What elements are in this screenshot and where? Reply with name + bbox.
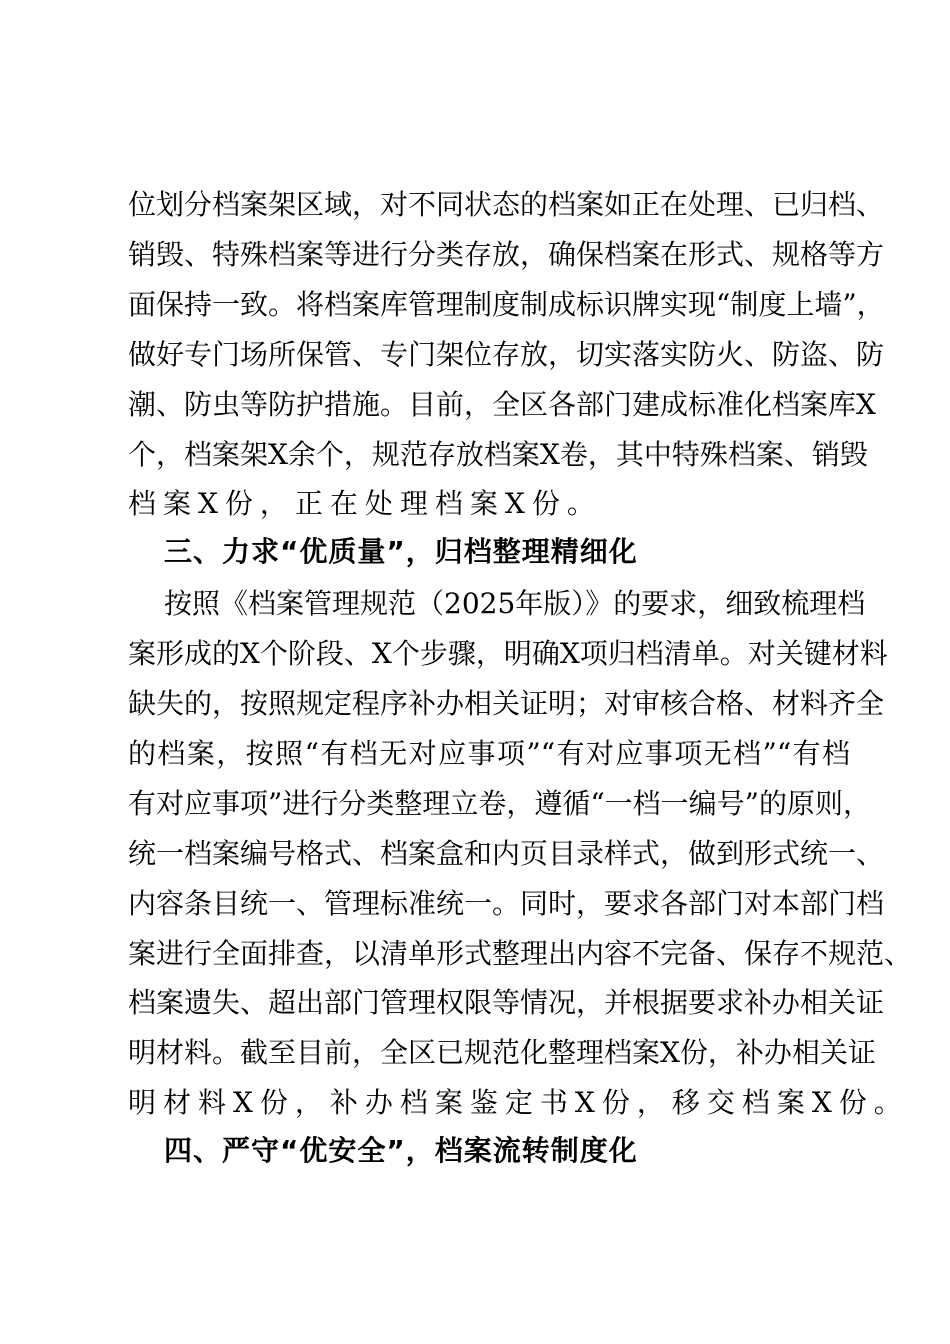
text-line: 明材料。截至目前，全区已规范化整理档案X份，补办相关证 (128, 1036, 876, 1070)
text-line: 明材料X份，补办档案鉴定书X份，移交档案X份。 (128, 1086, 909, 1120)
text-line: 销毁、特殊档案等进行分类存放，确保档案在形式、规格等方 (128, 237, 885, 271)
heading-text: 四、严守“优安全”，档案流转制度化 (164, 1134, 638, 1168)
text-line: 面保持一致。将档案库管理制度制成标识牌实现“制度上墙”， (128, 287, 885, 321)
text-line: 有对应事项”进行分类整理立卷，遵循“一档一编号”的原则， (128, 786, 871, 820)
text-line: 档案遗失、超出部门管理权限等情况，并根据要求补办相关证 (128, 986, 885, 1020)
text-line: 统一档案编号格式、档案盒和内页目录样式，做到形式统一、 (128, 836, 885, 870)
text-line: 潮、防虫等防护措施。目前，全区各部门建成标准化档案库X (128, 387, 876, 421)
text-line: 案形成的X个阶段、X个步骤，明确X项归档清单。对关键材料 (128, 637, 888, 671)
text-line: 案进行全面排查，以清单形式整理出内容不完备、保存不规范、 (128, 936, 913, 970)
heading-text: 三、力求“优质量”，归档整理精细化 (164, 535, 638, 569)
text-line: 档案X份，正在处理档案X份。 (128, 487, 602, 521)
text-line: 位划分档案架区域，对不同状态的档案如正在处理、已归档、 (128, 188, 885, 221)
text-line: 的档案，按照“有档无对应事项”“有对应事项无档”“有档 (128, 736, 850, 770)
text-line: 做好专门场所保管、专门架位存放，切实落实防火、防盗、防 (128, 337, 885, 371)
text-line: 按照《档案管理规范（2025年版）》的要求，细致梳理档 (164, 587, 866, 621)
text-line: 内容条目统一、管理标准统一。同时，要求各部门对本部门档 (128, 886, 885, 920)
text-line: 缺失的，按照规定程序补办相关证明；对审核合格、材料齐全 (128, 687, 885, 720)
text-line: 个，档案架X余个，规范存放档案X卷，其中特殊档案、销毁 (128, 437, 868, 471)
